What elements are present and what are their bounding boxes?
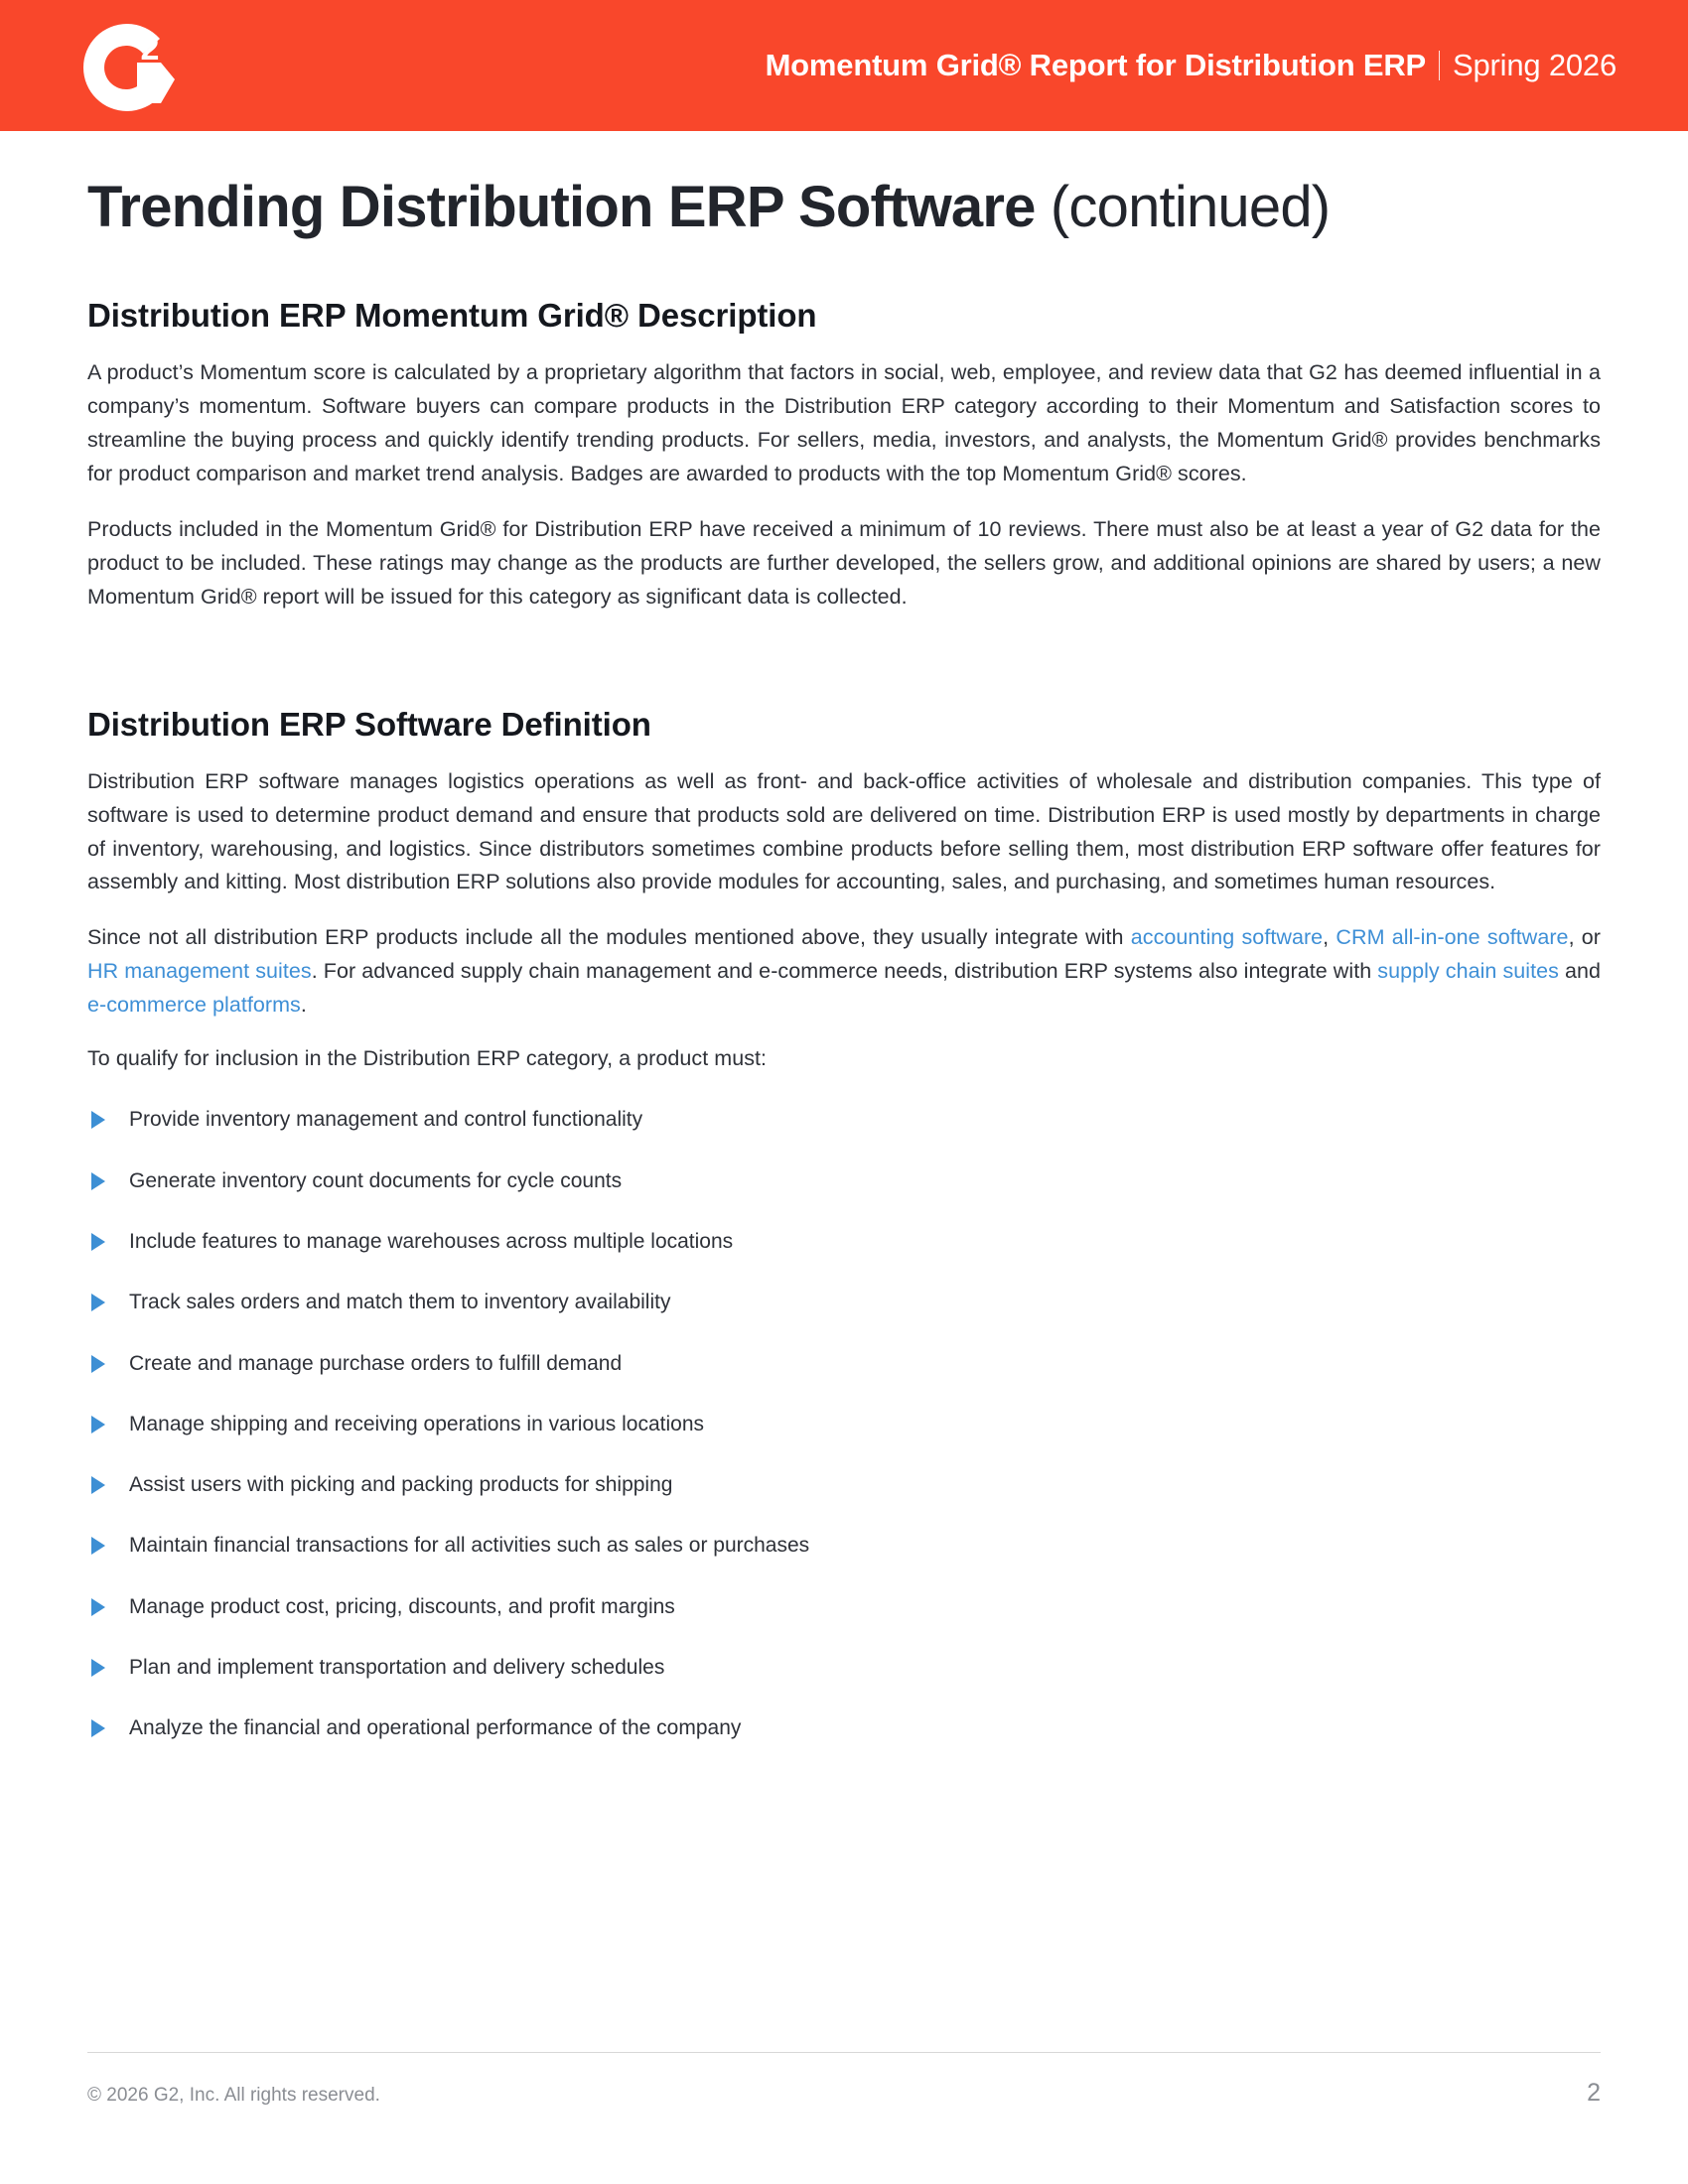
footer-divider	[87, 2052, 1601, 2053]
content-column	[87, 131, 1601, 1776]
triangle-right-icon	[91, 1537, 105, 1555]
integration-text-4: . For advanced supply chain management and e-commerce needs, distribution ERP systems also integrate with	[311, 959, 1378, 984]
triangle-right-icon	[91, 1172, 105, 1190]
list-item	[87, 1714, 1601, 1741]
list-item	[87, 1289, 1601, 1315]
triangle-right-icon	[91, 1659, 105, 1677]
footer-copyright: © 2026 G2, Inc. All rights reserved.	[87, 2085, 380, 2106]
list-item-label: Track sales orders and match them to inventory availability	[129, 1291, 671, 1314]
list-item-label: Manage product cost, pricing, discounts, and profit margins	[129, 1594, 675, 1618]
list-item-label: Include features to manage warehouses across multiple locations	[129, 1229, 734, 1253]
g2-logo	[75, 16, 179, 119]
triangle-right-icon	[91, 1476, 105, 1494]
list-item-label: Generate inventory count documents for cycle counts	[129, 1168, 623, 1192]
link-e-commerce-platforms[interactable]: e-commerce platforms	[87, 993, 301, 1018]
page-footer	[87, 2052, 1601, 2108]
list-item-label: Create and manage purchase orders to fulfill demand	[129, 1351, 623, 1375]
link-supply-chain-suites[interactable]: supply chain suites	[1377, 959, 1559, 984]
header-edition: Spring 2026	[1453, 48, 1617, 82]
page-title-main: Trending Distribution ERP Software	[87, 175, 1036, 239]
header-report-name: Momentum Grid® Report for Distribution ERP	[765, 48, 1426, 82]
list-item-label: Plan and implement transportation and delivery schedules	[129, 1656, 665, 1679]
requirements-list	[87, 1106, 1601, 1741]
list-item-label: Provide inventory management and control functionality	[129, 1108, 643, 1132]
triangle-right-icon	[91, 1355, 105, 1373]
link-accounting-software[interactable]: accounting software	[1130, 925, 1324, 950]
page-title-continued: (continued)	[1050, 175, 1331, 239]
list-item-label: Assist users with picking and packing products for shipping	[129, 1473, 673, 1497]
momentum-description-paragraph-2: Products included in the Momentum Grid® for Distribution ERP have received a minimum of 10 reviews. There must also be at least a year of G2 data for the product to be included. These ratings may change as the products are further developed, the sellers grow, and additional opinions are shared by users; a new Momentum Grid® report will be issued for this category as significant data is collected.	[87, 516, 1601, 609]
list-item	[87, 1593, 1601, 1620]
svg-text:2: 2	[140, 30, 160, 68]
list-item-label: Analyze the financial and operational performance of the company	[129, 1716, 742, 1740]
section-heading-software-definition: Distribution ERP Software Definition	[87, 705, 651, 743]
integration-text-6: .	[300, 993, 307, 1018]
integration-text-1: Since not all distribution ERP products include all the modules mentioned above, they usually integrate with	[87, 925, 1131, 950]
list-item	[87, 1654, 1601, 1681]
list-item	[87, 1167, 1601, 1194]
list-item	[87, 1350, 1601, 1377]
triangle-right-icon	[91, 1233, 105, 1251]
integration-text-5: and	[1558, 959, 1602, 984]
footer-row	[87, 2079, 1601, 2108]
triangle-right-icon	[91, 1598, 105, 1616]
link-hr-management-suites[interactable]: HR management suites	[87, 959, 312, 984]
momentum-description-paragraph-1: A product’s Momentum score is calculated by a proprietary algorithm that factors in social, web, employee, and review data that G2 has deemed influential in a company’s momentum. Software buyers can compare products in the Distribution ERP category according to their Momentum and Satisfaction scores to streamline the buying process and quickly identify trending products. For sellers, media, investors, and analysts, the Momentum Grid® provides benchmarks for product comparison and market trend analysis. Badges are awarded to products with the top Momentum Grid® scores.	[87, 359, 1601, 485]
header-title	[766, 0, 1617, 131]
list-item-label: Manage shipping and receiving operations in various locations	[129, 1412, 705, 1435]
list-item	[87, 1228, 1601, 1255]
triangle-right-icon	[91, 1294, 105, 1311]
integration-text-3: , or	[1568, 925, 1602, 950]
page-title	[87, 176, 1601, 239]
software-definition-paragraph: Distribution ERP software manages logistics operations as well as front- and back-office activities of wholesale and distribution companies. This type of software is used to determine product demand and ensure that products sold are delivered on time. Distribution ERP is used mostly by departments in charge of inventory, warehousing, and logistics. Since distributors sometimes combine products before selling them, most distribution ERP software offer features for assembly and kitting. Most distribution ERP solutions also provide modules for accounting, sales, and purchasing, and sometimes human resources.	[87, 768, 1601, 894]
triangle-right-icon	[91, 1719, 105, 1737]
list-item	[87, 1532, 1601, 1559]
triangle-right-icon	[91, 1111, 105, 1129]
list-item	[87, 1411, 1601, 1437]
list-item	[87, 1471, 1601, 1498]
page-body	[0, 131, 1688, 2184]
page-header	[0, 0, 1688, 131]
integration-paragraph	[87, 921, 1601, 1023]
qualify-intro-text: To qualify for inclusion in the Distribution ERP category, a product must:	[87, 1046, 768, 1071]
link-crm-all-in-one-software[interactable]: CRM all-in-one software	[1336, 925, 1569, 950]
header-divider	[1439, 51, 1440, 80]
list-item-label: Maintain financial transactions for all activities such as sales or purchases	[129, 1534, 810, 1558]
list-item	[87, 1106, 1601, 1133]
footer-page-number: 2	[1587, 2079, 1601, 2107]
integration-text-2: ,	[1323, 925, 1336, 950]
section-heading-momentum-grid-description: Distribution ERP Momentum Grid® Description	[87, 296, 817, 334]
triangle-right-icon	[91, 1416, 105, 1433]
